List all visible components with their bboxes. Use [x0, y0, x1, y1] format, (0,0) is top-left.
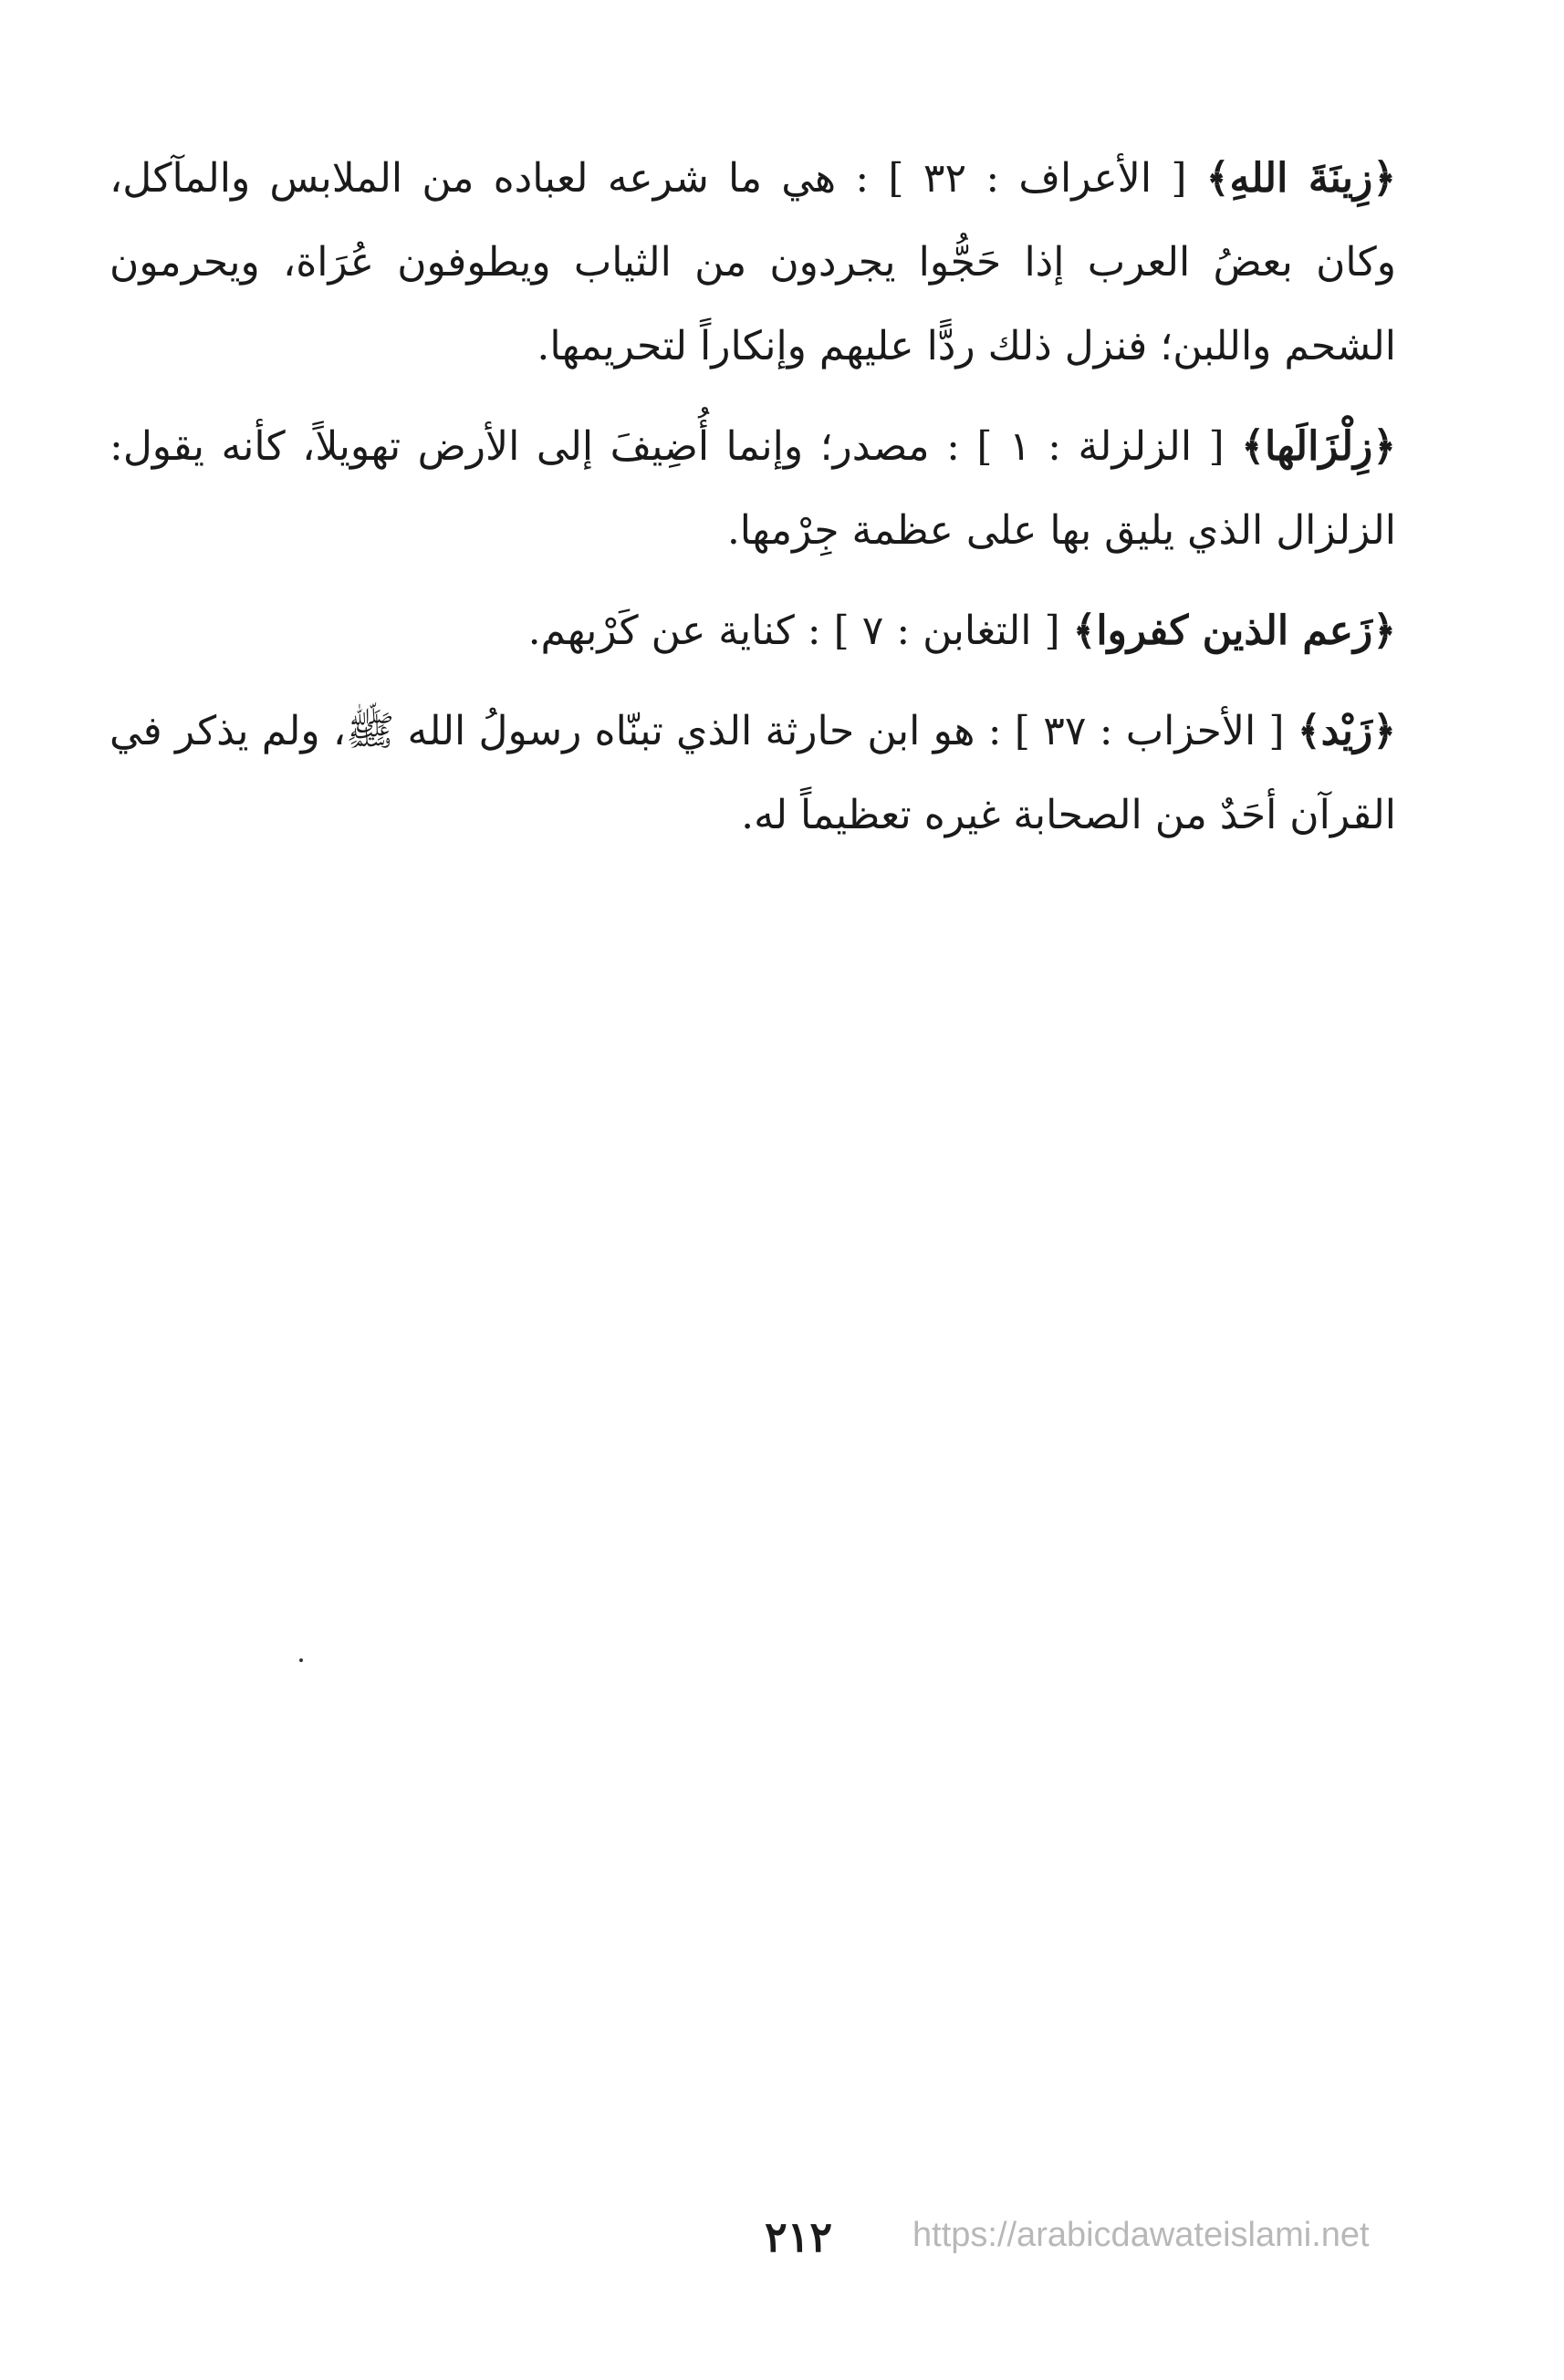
- entry-term: ﴿زَعم الذين كفروا﴾: [1072, 608, 1396, 654]
- page-body: [109, 137, 1396, 874]
- entry-zinat-allah: [109, 137, 1396, 389]
- entry-zilzalaha: [109, 405, 1396, 573]
- entry-text: [ الأعراف : ٣٢ ] : هي ما شرعه لعباده من الملابس والمآكل، وكان بعضُ العرب إذا حَجُّوا يجردون من الثياب ويطوفون عُرَاة، ويحرمون الشحم واللبن؛ فنزل ذلك ردًّا عليهم وإنكاراً لتحريمها.: [109, 155, 1396, 369]
- watermark-url: https://arabicdawateislami.net: [912, 2216, 1370, 2254]
- scan-speck: [299, 1658, 303, 1662]
- page-footer: [0, 2212, 1564, 2267]
- entry-term: ﴿زَيْد﴾: [1297, 708, 1396, 754]
- entry-term: ﴿زِينَةَ اللهِ﴾: [1205, 155, 1397, 202]
- entry-text: [ الزلزلة : ١ ] : مصدر؛ وإنما أُضِيفَ إلى الأرض تهويلاً، كأنه يقول: الزلزال الذي يليق بها على عظمة جِرْمها.: [109, 423, 1396, 554]
- page-number: ٢١٢: [764, 2212, 833, 2261]
- entry-text: [ التغابن : ٧ ] : كناية عن كَرْبهم.: [527, 608, 1073, 654]
- entry-term: ﴿زِلْزَالَها﴾: [1241, 423, 1396, 470]
- entry-zaama: [109, 589, 1396, 673]
- entry-text: [ الأحزاب : ٣٧ ] : هو ابن حارثة الذي تبنّاه رسولُ الله ﷺ، ولم يذكر في القرآن أحَدٌ من الصحابة غيره تعظيماً له.: [109, 708, 1396, 838]
- entry-zayd: [109, 690, 1396, 857]
